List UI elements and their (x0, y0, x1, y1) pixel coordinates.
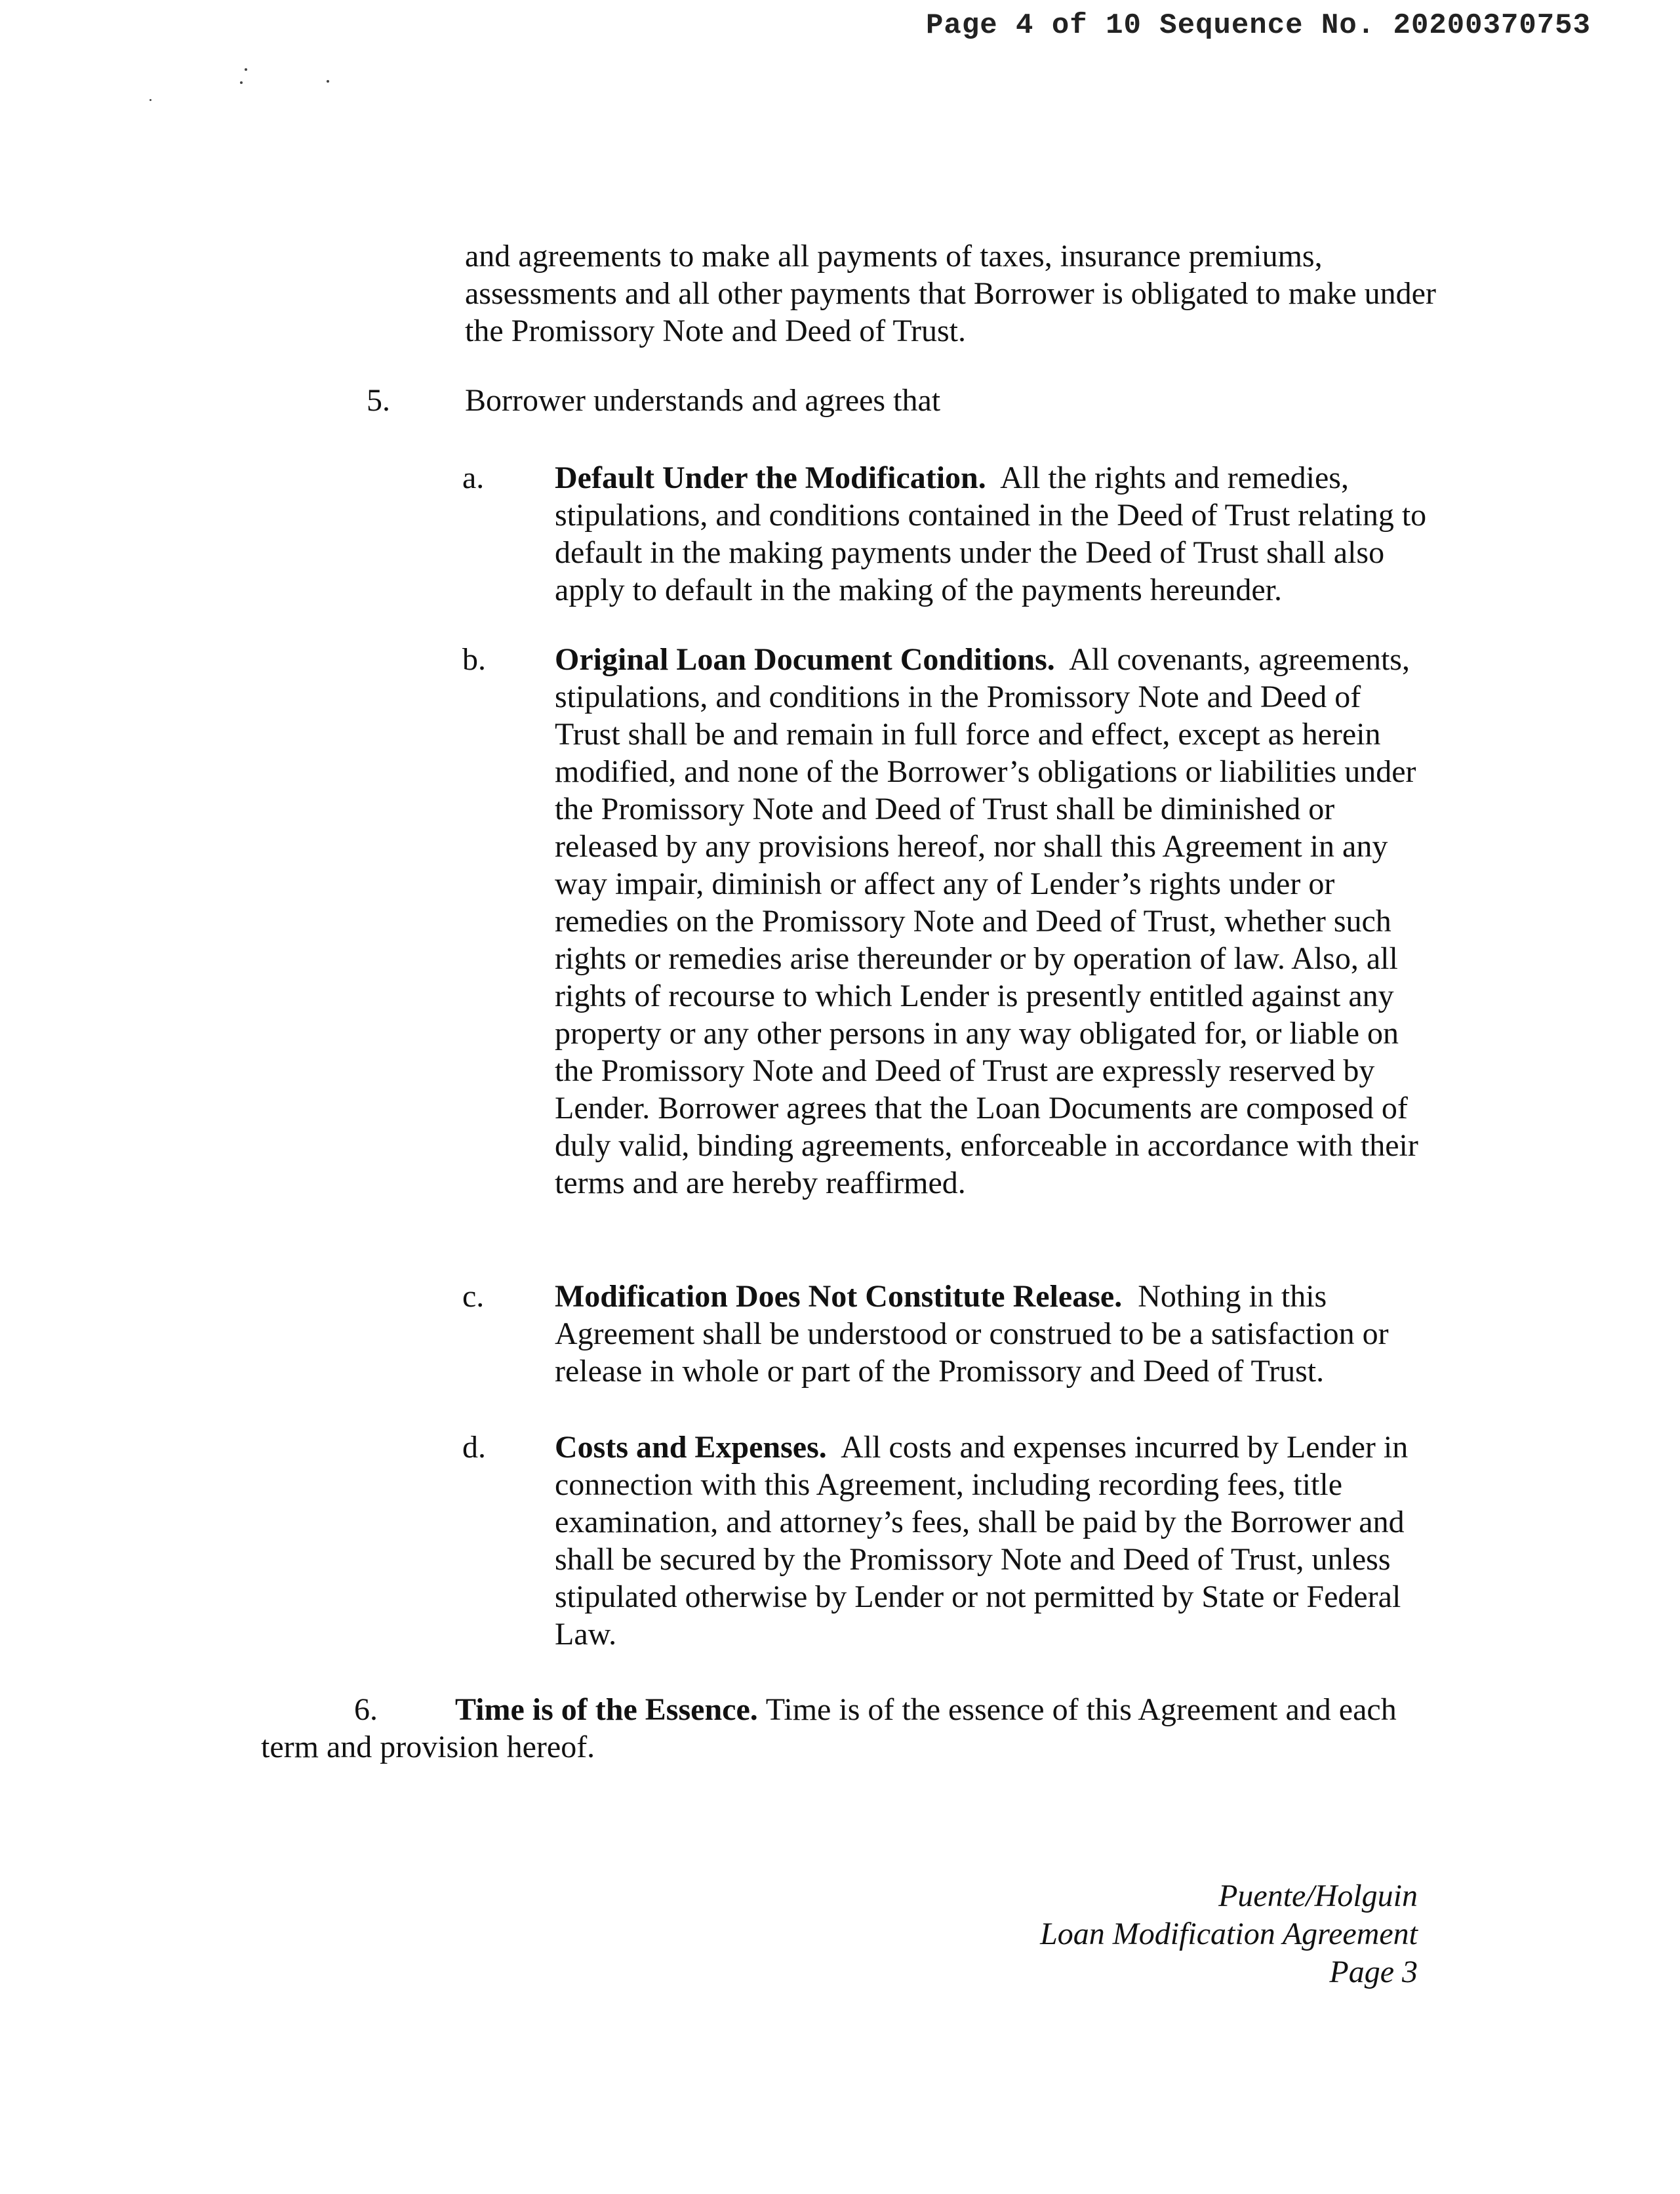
section-5-text: Borrower understands and agrees that (465, 383, 941, 418)
section-5-number: 5. (367, 383, 390, 418)
item-d-letter: d. (462, 1430, 486, 1465)
item-b-letter: b. (462, 642, 486, 677)
section-6-number: 6. (354, 1692, 378, 1727)
intro-paragraph: and agreements to make all payments of taxes, insurance premiums, assessments and all other payments that Borrower is obligated to make under the Promissory Note and Deed of Trust. (465, 239, 1436, 348)
page-footer (1040, 1877, 1418, 1991)
item-c-paragraph (555, 1278, 1427, 1390)
item-c-letter: c. (462, 1279, 485, 1314)
section-6-heading: Time is of the Essence. (455, 1692, 758, 1727)
scan-speck (150, 99, 151, 101)
item-c-body: Nothing in this Agreement shall be understood or construed to be a satisfaction or release in whole or part of the Promissory and Deed of Trust. (555, 1279, 1389, 1389)
scan-speck (327, 80, 329, 83)
item-b-body: All covenants, agreements, stipulations, and conditions in the Promissory Note and Deed of Trust shall be and remain in full force and effect, except as herein modified, and none of the Borrower’s obligations or liabilities under the Promissory Note and Deed of Trust shall be diminished or released by any provisions hereof, nor shall this Agreement in any way impair, diminish or affect any of Lender’s rights under or remedies on the Promissory Note and Deed of Trust, whether such rights or remedies arise thereunder or by operation of law. Also, all rights of recourse to which Lender is presently entitled against any property or any other persons in any way obligated for, or liable on the Promissory Note and Deed of Trust are expressly reserved by Lender. Borrower agrees that the Loan Documents are composed of duly valid, binding agreements, enforceable in accordance with their terms and are hereby reaffirmed. (555, 642, 1418, 1200)
item-d-body: All costs and expenses incurred by Lender in connection with this Agreement, including recording fees, title examination, and attorney’s fees, shall be paid by the Borrower and shall be secured by the Promissory Note and Deed of Trust, unless stipulated otherwise by Lender or not permitted by State or Federal Law. (555, 1430, 1409, 1652)
item-d-heading: Costs and Expenses. (555, 1430, 827, 1465)
footer-document-title: Loan Modification Agreement (1040, 1917, 1418, 1951)
item-d-paragraph (555, 1429, 1427, 1653)
item-c-heading: Modification Does Not Constitute Release. (555, 1279, 1123, 1314)
item-a-paragraph (555, 459, 1427, 609)
section-6-paragraph (261, 1691, 1441, 1766)
item-a-heading: Default Under the Modification. (555, 460, 986, 495)
item-a-letter: a. (462, 460, 485, 495)
footer-page-number: Page 3 (1329, 1955, 1418, 1989)
section-6-body: Time is of the essence of this Agreement and each term and provision hereof. (261, 1692, 1397, 1764)
item-a-body: All the rights and remedies, stipulations, and conditions contained in the Deed of Trust relating to default in the making payments under the Deed of Trust shall also apply to default in the making of the payments hereunder. (555, 460, 1427, 607)
page-sequence-stamp: Page 4 of 10 Sequence No. 20200370753 (926, 9, 1591, 42)
footer-parties: Puente/Holguin (1218, 1879, 1418, 1913)
scan-speck (245, 68, 247, 71)
item-b-heading: Original Loan Document Conditions. (555, 642, 1055, 677)
scan-speck (240, 81, 243, 84)
item-b-paragraph (555, 641, 1427, 1202)
